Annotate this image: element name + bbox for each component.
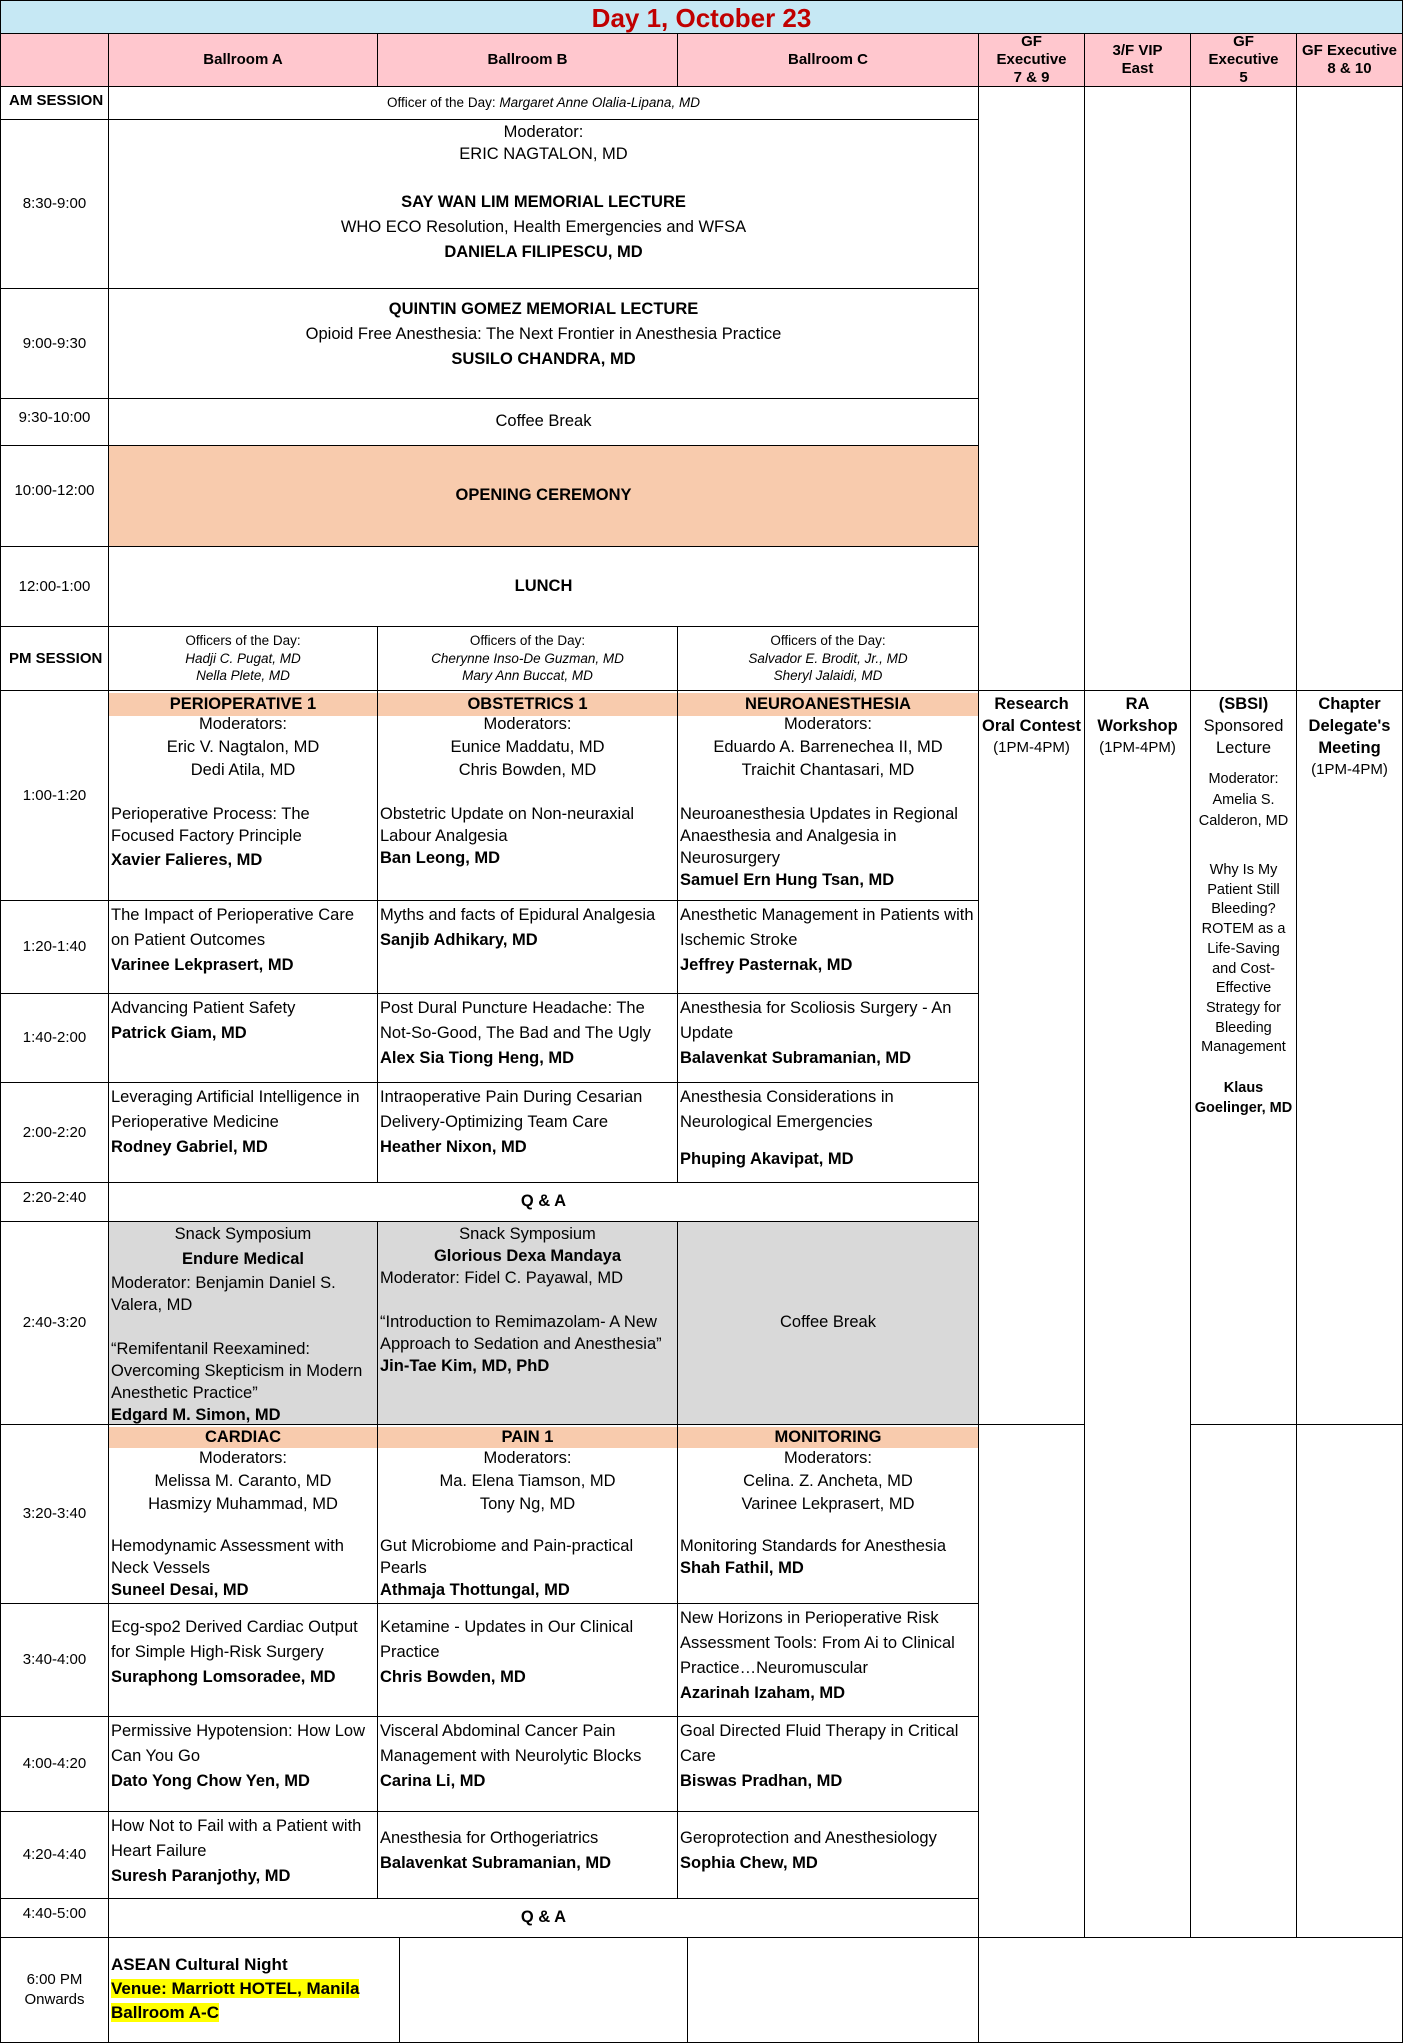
opening-ceremony: OPENING CEREMONY bbox=[108, 445, 979, 547]
blank-cell bbox=[1190, 1424, 1297, 1938]
header-ballroom-b: Ballroom B bbox=[377, 33, 678, 87]
am-session-label: AM SESSION bbox=[0, 86, 109, 120]
time-slot: 1:40-2:00 bbox=[0, 993, 109, 1083]
talk-cell: Anesthesia for Orthogeriatrics Balavenkat Subramanian, MD bbox=[377, 1811, 678, 1899]
quintin-gomez-lecture: QUINTIN GOMEZ MEMORIAL LECTURE Opioid Free Anesthesia: The Next Frontier in Anesthesia Practice SUSILO CHANDRA, MD bbox=[108, 288, 979, 399]
chapter-delegates-meeting: Chapter Delegate's Meeting (1PM-4PM) bbox=[1296, 690, 1403, 1425]
blank-cell bbox=[978, 86, 1085, 691]
talk-cell: Myths and facts of Epidural Analgesia Sanjib Adhikary, MD bbox=[377, 900, 678, 994]
time-slot: 2:00-2:20 bbox=[0, 1082, 109, 1183]
talk-cell: Ketamine - Updates in Our Clinical Practice Chris Bowden, MD bbox=[377, 1603, 678, 1717]
talk-cell: How Not to Fail with a Patient with Heart Failure Suresh Paranjothy, MD bbox=[108, 1811, 378, 1899]
pm-officers-b: Officers of the Day: Cherynne Inso-De Guzman, MD Mary Ann Buccat, MD bbox=[377, 626, 678, 691]
header-ballroom-c: Ballroom C bbox=[677, 33, 979, 87]
talk-cell: Permissive Hypotension: How Low Can You Go Dato Yong Chow Yen, MD bbox=[108, 1716, 378, 1812]
talk-cell: Advancing Patient Safety Patrick Giam, MD bbox=[108, 993, 378, 1083]
talk-cell: Leveraging Artificial Intelligence in Perioperative Medicine Rodney Gabriel, MD bbox=[108, 1082, 378, 1183]
talk-cell: Anesthesia for Scoliosis Surgery - An Update Balavenkat Subramanian, MD bbox=[677, 993, 979, 1083]
time-slot: 12:00-1:00 bbox=[0, 546, 109, 627]
header-vip-east: 3/F VIP East bbox=[1084, 33, 1191, 87]
pm-officers-c: Officers of the Day: Salvador E. Brodit, Jr., MD Sheryl Jalaidi, MD bbox=[677, 626, 979, 691]
talk-cell: New Horizons in Perioperative Risk Assessment Tools: From Ai to Clinical Practice…Neuromuscular Azarinah Izaham, MD bbox=[677, 1603, 979, 1717]
talk-cell: Geroprotection and Anesthesiology Sophia Chew, MD bbox=[677, 1811, 979, 1899]
track-pain-1: PAIN 1 Moderators: Ma. Elena Tiamson, MD Tony Ng, MD Gut Microbiome and Pain-practical Pearls Athmaja Thottungal, MD bbox=[377, 1424, 678, 1604]
qa-row: Q & A bbox=[108, 1182, 979, 1222]
time-slot: 4:40-5:00 bbox=[0, 1898, 109, 1938]
time-slot: 9:30-10:00 bbox=[0, 398, 109, 446]
blank-cell bbox=[978, 1937, 1403, 2043]
time-slot: 3:20-3:40 bbox=[0, 1424, 109, 1604]
talk-cell: Visceral Abdominal Cancer Pain Management with Neurolytic Blocks Carina Li, MD bbox=[377, 1716, 678, 1812]
header-gf-executive-7-9: GF Executive 7 & 9 bbox=[978, 33, 1085, 87]
blank-cell bbox=[1296, 86, 1403, 691]
sbsi-sponsored-lecture: (SBSI) Sponsored Lecture Moderator: Amelia S. Calderon, MD Why Is My Patient Still Bleeding? ROTEM as a Life-Saving and Cost-Effective Strategy for Bleeding Management Klaus Goelinger, MD bbox=[1190, 690, 1297, 1425]
talk-cell: The Impact of Perioperative Care on Patient Outcomes Varinee Lekprasert, MD bbox=[108, 900, 378, 994]
page-title: Day 1, October 23 bbox=[0, 0, 1403, 34]
time-slot: 10:00-12:00 bbox=[0, 445, 109, 547]
time-slot: 4:00-4:20 bbox=[0, 1716, 109, 1812]
talk-cell: Anesthesia Considerations in Neurological Emergencies Phuping Akavipat, MD bbox=[677, 1082, 979, 1183]
blank-cell bbox=[1084, 86, 1191, 691]
blank-cell bbox=[978, 1424, 1085, 1938]
time-slot: 9:00-9:30 bbox=[0, 288, 109, 399]
time-slot: 1:00-1:20 bbox=[0, 690, 109, 901]
say-wan-lim-lecture: Moderator: ERIC NAGTALON, MD SAY WAN LIM MEMORIAL LECTURE WHO ECO Resolution, Health Emergencies and WFSA DANIELA FILIPESCU, MD bbox=[108, 119, 979, 289]
talk-cell: Ecg-spo2 Derived Cardiac Output for Simple High-Risk Surgery Suraphong Lomsoradee, MD bbox=[108, 1603, 378, 1717]
time-slot: 1:20-1:40 bbox=[0, 900, 109, 994]
header-gf-executive-8-10: GF Executive 8 & 10 bbox=[1296, 33, 1403, 87]
evening-time: 6:00 PM Onwards bbox=[0, 1937, 109, 2043]
research-oral-contest: Research Oral Contest (1PM-4PM) bbox=[978, 690, 1085, 1425]
track-obstetrics-1: OBSTETRICS 1 Moderators: Eunice Maddatu, MD Chris Bowden, MD Obstetric Update on Non-neuraxial Labour Analgesia Ban Leong, MD bbox=[377, 690, 678, 901]
header-corner bbox=[0, 33, 109, 87]
time-slot: 2:40-3:20 bbox=[0, 1221, 109, 1425]
time-slot: 8:30-9:00 bbox=[0, 119, 109, 289]
evening-venue: Venue: Marriott HOTEL, Manila Ballroom A-C bbox=[111, 1979, 360, 2022]
track-monitoring: MONITORING Moderators: Celina. Z. Ancheta, MD Varinee Lekprasert, MD Monitoring Standards for Anesthesia Shah Fathil, MD bbox=[677, 1424, 979, 1604]
talk-cell: Post Dural Puncture Headache: The Not-So-Good, The Bad and The Ugly Alex Sia Tiong Heng, MD bbox=[377, 993, 678, 1083]
coffee-break: Coffee Break bbox=[108, 398, 979, 446]
blank-cell bbox=[399, 1937, 688, 2043]
header-gf-executive-5: GF Executive 5 bbox=[1190, 33, 1297, 87]
asean-cultural-night: ASEAN Cultural Night Venue: Marriott HOTEL, Manila Ballroom A-C bbox=[108, 1937, 400, 2043]
blank-cell bbox=[1296, 1424, 1403, 1938]
coffee-break-pm: Coffee Break bbox=[677, 1221, 979, 1425]
time-slot: 4:20-4:40 bbox=[0, 1811, 109, 1899]
time-slot: 3:40-4:00 bbox=[0, 1603, 109, 1717]
blank-cell bbox=[687, 1937, 979, 2043]
time-slot: 2:20-2:40 bbox=[0, 1182, 109, 1222]
snack-symposium-a: Snack Symposium Endure Medical Moderator: Benjamin Daniel S. Valera, MD “Remifentanil Reexamined: Overcoming Skepticism in Modern Anesthetic Practice” Edgard M. Simon, MD bbox=[108, 1221, 378, 1425]
pm-session-label: PM SESSION bbox=[0, 626, 109, 691]
ra-workshop: RA Workshop (1PM-4PM) bbox=[1084, 690, 1191, 1938]
lunch: LUNCH bbox=[108, 546, 979, 627]
track-perioperative-1: PERIOPERATIVE 1 Moderators: Eric V. Nagtalon, MD Dedi Atila, MD Perioperative Process: The Focused Factory Principle Xavier Falieres, MD bbox=[108, 690, 378, 901]
header-ballroom-a: Ballroom A bbox=[108, 33, 378, 87]
am-officer-of-day: Officer of the Day: Margaret Anne Olalia-Lipana, MD bbox=[108, 86, 979, 120]
talk-cell: Intraoperative Pain During Cesarian Delivery-Optimizing Team Care Heather Nixon, MD bbox=[377, 1082, 678, 1183]
talk-cell: Goal Directed Fluid Therapy in Critical Care Biswas Pradhan, MD bbox=[677, 1716, 979, 1812]
snack-symposium-b: Snack Symposium Glorious Dexa Mandaya Moderator: Fidel C. Payawal, MD “Introduction to Remimazolam- A New Approach to Sedation and Anesthesia” Jin-Tae Kim, MD, PhD bbox=[377, 1221, 678, 1425]
pm-officers-a: Officers of the Day: Hadji C. Pugat, MD Nella Plete, MD bbox=[108, 626, 378, 691]
track-neuroanesthesia: NEUROANESTHESIA Moderators: Eduardo A. Barrenechea II, MD Traichit Chantasari, MD Neuroanesthesia Updates in Regional Anaesthesia and Analgesia in Neurosurgery Samuel Ern Hung Tsan, MD bbox=[677, 690, 979, 901]
talk-cell: Anesthetic Management in Patients with Ischemic Stroke Jeffrey Pasternak, MD bbox=[677, 900, 979, 994]
qa-row: Q & A bbox=[108, 1898, 979, 1938]
blank-cell bbox=[1190, 86, 1297, 691]
track-cardiac: CARDIAC Moderators: Melissa M. Caranto, MD Hasmizy Muhammad, MD Hemodynamic Assessment with Neck Vessels Suneel Desai, MD bbox=[108, 1424, 378, 1604]
